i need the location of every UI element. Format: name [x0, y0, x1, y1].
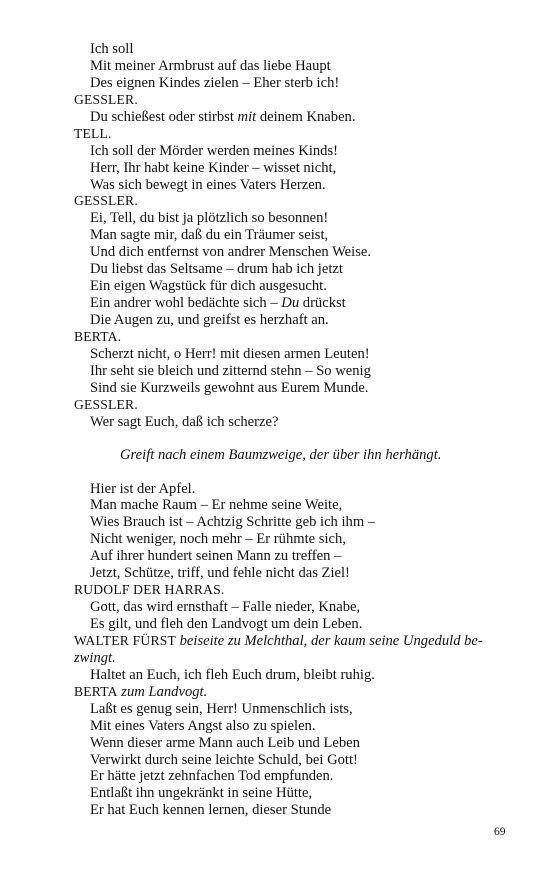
verse-fragment: Ein andrer wohl bedächte sich – — [90, 295, 282, 312]
speaker-name: GESSLER. — [74, 91, 138, 107]
speaker-name: BERTA. — [74, 328, 122, 344]
verse-line: Es gilt, und fleh den Landvogt um dein Leben. — [90, 616, 363, 632]
verse-line: Man mache Raum – Er nehme seine Weite, — [90, 497, 343, 514]
verse-line: Ich soll der Mörder werden meines Kinds! — [90, 142, 339, 159]
verse-fragment: drückst — [299, 295, 346, 312]
verse-line: Ein eigen Wagstück für dich ausgesucht. — [90, 278, 327, 295]
spacer — [74, 431, 514, 447]
verse-line: Er hat Euch kennen lernen, dieser Stunde — [90, 802, 332, 819]
play-text — [74, 41, 514, 819]
stage-direction: beiseite zu Melchthal, der kaum seine Ungeduld be- — [175, 632, 483, 649]
verse-line: Des eignen Kindes zielen – Eher sterb ich! — [90, 74, 340, 91]
speaker-name: RUDOLF DER HARRAS. — [74, 582, 225, 598]
verse-line: Was sich bewegt in eines Vaters Herzen. — [90, 176, 326, 193]
verse-line: Ei, Tell, du bist ja plötzlich so besonnen! — [90, 210, 329, 227]
verse-line: Gott, das wird ernsthaft – Falle nieder, Knabe, — [90, 599, 361, 616]
page-number: 69 — [494, 826, 506, 838]
verse-line: Jetzt, Schütze, triff, und fehle nicht das Ziel! — [90, 565, 350, 582]
verse-line: Haltet an Euch, ich fleh Euch drum, bleibt ruhig. — [90, 666, 375, 683]
verse-line: Die Augen zu, und greifst es herzhaft an. — [90, 312, 329, 328]
speaker-label: WALTER FÜRST — [74, 632, 176, 648]
verse-line: Verwirkt durch seine leichte Schuld, bei Gott! — [90, 751, 358, 768]
verse-line: Wenn dieser arme Mann auch Leib und Leben — [90, 734, 360, 751]
speaker-name — [74, 633, 514, 650]
verse-line: Und dich entfernst von andrer Menschen Weise. — [90, 244, 372, 261]
verse-fragment: Du schießest oder stirbst — [90, 108, 238, 125]
verse-line: Sind sie Kurzweils gewohnt aus Eurem Munde. — [90, 379, 369, 396]
speaker-label: BERTA — [74, 683, 118, 699]
speaker-name: GESSLER. — [74, 396, 138, 412]
speaker-name — [74, 684, 514, 701]
stage-direction-continuation: zwingt. — [74, 649, 116, 666]
emphasis: Du — [281, 295, 300, 312]
verse-line: Wer sagt Euch, daß ich scherze? — [90, 413, 279, 430]
verse-line: Man sagte mir, daß du ein Träumer seist, — [90, 227, 329, 244]
verse-line: Du liebst das Seltsame – drum hab ich jetzt — [90, 261, 343, 278]
stage-direction: zum Landvogt. — [117, 683, 208, 700]
verse-line: Wies Brauch ist – Achtzig Schritte geb ich ihm – — [90, 514, 376, 531]
verse-line: Scherzt nicht, o Herr! mit diesen armen Leuten! — [90, 345, 370, 362]
stage-direction: Greift nach einem Baumzweige, der über ihn herhängt. — [120, 446, 442, 463]
verse-line: Hier ist der Apfel. — [90, 480, 196, 497]
verse-line: Mit eines Vaters Angst also zu spielen. — [90, 717, 316, 734]
verse-fragment: deinem Knaben. — [256, 108, 356, 125]
verse-line: Ich soll — [90, 41, 134, 57]
verse-line: Entlaßt ihn ungekränkt in seine Hütte, — [90, 785, 313, 802]
verse-line: Laßt es genug sein, Herr! Unmenschlich ists, — [90, 700, 353, 717]
speaker-name: TELL. — [74, 125, 112, 141]
spacer — [74, 464, 514, 481]
verse-line: Ihr seht sie bleich und zitternd stehn – So wenig — [90, 362, 371, 379]
verse-line: Auf ihrer hundert seinen Mann zu treffen – — [90, 548, 342, 565]
verse-line: Er hätte jetzt zehnfachen Tod empfunden. — [90, 768, 334, 785]
verse-line — [74, 109, 514, 126]
speaker-name: GESSLER. — [74, 193, 138, 209]
verse-line: Nicht weniger, noch mehr – Er rühmte sich, — [90, 531, 346, 548]
emphasis: mit — [237, 108, 257, 125]
verse-line: Herr, Ihr habt keine Kinder – wisset nicht, — [90, 159, 337, 176]
verse-line — [74, 295, 514, 312]
verse-line: Mit meiner Armbrust auf das liebe Haupt — [90, 57, 331, 74]
